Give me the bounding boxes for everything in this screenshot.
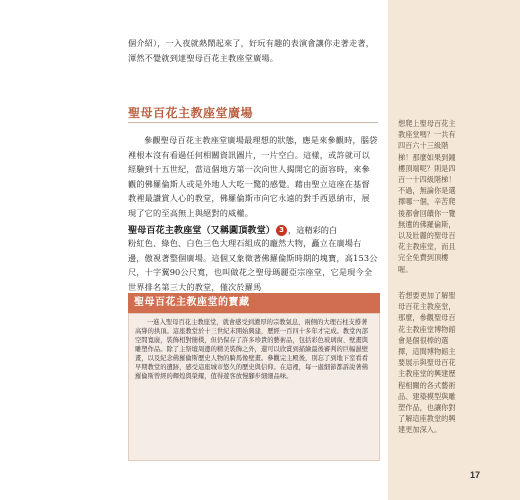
section-paragraph: 參觀聖母百花主教座堂廣場最理想的狀態，應是來參觀時，腦袋裡根本沒有看過任何相關資訊圖片，一片空白。這樣，或許就可以經驗到十五世紀，當這個地方第一次向世人揭開它的面容時，來參觀的佛羅倫斯人或是外地人大吃一驚的感覺。藉由聖立這座在基督教裡最讚賞人心的教堂，佛羅倫斯市向它永遠的對手西恩納市，展現了它的至高無上與絕對的威權。: [128, 135, 378, 218]
feature-box: [128, 313, 380, 461]
subheading-rest: ，這精彩的白: [288, 225, 338, 235]
subsection-paragraph: 粉紅色、綠色、白色三色大理石組成的龐然大物，矗立在廣場右邊，傲視著整個廣場。這個又象徵著佛羅倫斯時期的塊寶，高153公尺，十字翼90公尺寬，也叫做花之聖母瑪麗亞宗座堂，它是現今全世界排名第三大的教堂，僅次於羅馬: [128, 238, 378, 292]
feature-box-paragraph: 一進入聖母百花主教座堂，就會感受到濃厚的宗教氣息，兩側的大理石柱支撐著高聳的拱頂。這座教堂於十三世紀末開始興建，歷經一百四十多年才完成。教堂內部空間寬廣，裝飾相對簡樸，但仍保存了許多珍貴的藝術品，包括彩色玻璃窗、壁畫與雕塑作品。除了主祭壇周邊的精美裝飾之外，還可以欣賞到描繪最後審判的巨幅濕壁畫，以及紀念佛羅倫斯歷史人物的騎馬像壁畫。參觀完主殿後，別忘了到地下室看看早期教堂的遺跡，感受這座城市悠久的歷史與信仰。在這裡，每一處細節都訴說著佛羅倫斯曾經的輝煌與榮耀，值得遊客放慢腳步細細品味。: [135, 319, 368, 381]
feature-box-title: 聖母百花主教座堂的寶藏: [128, 293, 380, 313]
section-divider: [128, 122, 378, 123]
sidebar-note-climb: 想爬上聖母百花主教座堂嗎？一共有四百六十三級階梯！那麼如果到鐘樓頂端呢？則是四百一十四級階梯！不過，無論你是選擇哪一個，辛苦爬後都會回饋你一覽無遺的佛羅倫斯，以及壯麗的聖母百花主教座堂，而且完全免費到頂樓喔。: [398, 119, 456, 274]
page-number: 17: [470, 470, 481, 480]
step-number-badge: 3: [276, 225, 287, 236]
intro-paragraph: 個介紹），一入夜就熱鬧起來了，好玩有趣的表演會讓你走著走著，渾然不覺就到達聖母百花主教座堂廣場。: [128, 38, 375, 63]
subheading: [128, 222, 378, 236]
sidebar-note-museum: 若想要更加了解聖母百花主教座堂，那麼，參觀聖母百花主教座堂博物館會是個很棒的選擇，這間博物館主要展示與聖母百花主教座堂的興建歷程相關的各式藝術品、建築模型與雕塑作品，也讓你對了解這座教堂的興建更加深入。: [398, 291, 456, 435]
section-heading: 聖母百花主教座堂廣場: [128, 106, 254, 120]
subheading-name: 聖母百花主教座堂（又稱圓頂教堂）: [128, 225, 275, 236]
